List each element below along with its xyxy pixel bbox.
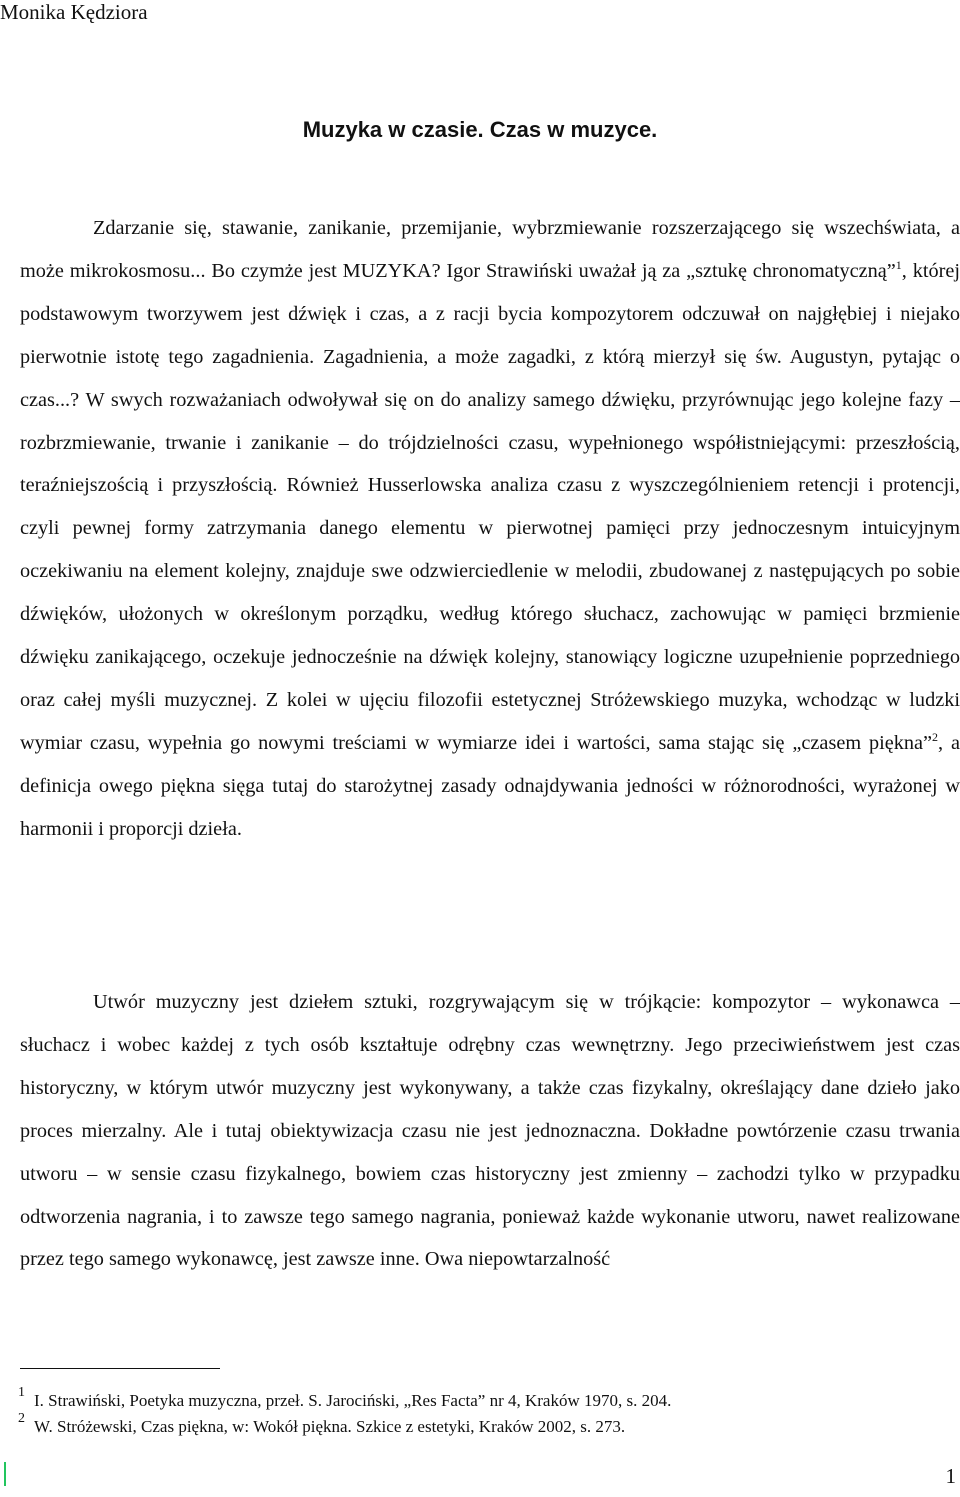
paragraph-1-part-3: , a definicja owego piękna sięga tutaj do starożytnej zasady odnajdywania jedności w różnorodności, wyrażonej w harmonii i proporcji dzieła. (20, 731, 960, 840)
footnote-ref-2[interactable]: 2 (932, 730, 939, 745)
paragraph-1-text (20, 207, 960, 851)
footnotes (18, 1385, 948, 1440)
text-cursor-marker (4, 1462, 6, 1486)
page-number: 1 (945, 1464, 956, 1488)
footnote-2-number: 2 (18, 1411, 25, 1426)
paragraph-1-part-1: Zdarzanie się, stawanie, zanikanie, przemijanie, wybrzmiewanie rozszerzającego się wszechświata, a może mikrokosmosu... Bo czymże jest MUZYKA? Igor Strawiński uważał ją za „sztukę chronomatyczną” (20, 217, 960, 282)
footnote-1-number: 1 (18, 1385, 25, 1400)
body-paragraph-1 (20, 207, 960, 851)
author-name: Monika Kędziora (0, 0, 148, 24)
body-paragraph-2 (20, 981, 960, 1281)
footnote-2-text: W. Stróżewski, Czas piękna, w: Wokół piękna. Szkice z estetyki, Kraków 2002, s. 273. (34, 1417, 626, 1436)
footnote-2 (18, 1411, 948, 1440)
footnote-1 (18, 1385, 948, 1414)
paragraph-2-text: Utwór muzyczny jest dziełem sztuki, rozgrywającym się w trójkącie: kompozytor – wykonawca – słuchacz i wobec każdej z tych osób kształtuje odrębny czas wewnętrzny. Jego przeciwieństwem jest czas historyczny, w którym utwór muzyczny jest wykonywany, a także czas fizykalny, określający dane dzieło jako proces mierzalny. Ale i tutaj obiektywizacja czasu nie jest jednoznaczna. Dokładne powtórzenie czasu trwania utworu – w sensie czasu fizykalnego, bowiem czas historyczny jest zmienny – zachodzi tylko w przypadku odtworzenia nagrania, i to zawsze tego samego nagrania, ponieważ każde wykonanie utworu, nawet realizowane przez tego samego wykonawcę, jest zawsze inne. Owa niepowtarzalność (20, 991, 960, 1271)
footnote-ref-1[interactable]: 1 (895, 258, 902, 273)
paragraph-1-part-2: , której podstawowym tworzywem jest dźwięk i czas, a z racji bycia kompozytorem odczuwał on najgłębiej i niejako pierwotnie istotę tego zagadnienia. Zagadnienia, a może zagadki, z którą mierzył się św. Augustyn, pytając o czas...? W swych rozważaniach odwoływał się on do analizy samego dźwięku, przyrównując jego kolejne fazy – rozbrzmiewanie, trwanie i zanikanie – do trójdzielności czasu, wypełnionego współistniejącymi: przeszłością, teraźniejszością i przyszłością. Również Husserlowska analiza czasu z wyszczególnieniem retencji i protencji, czyli pewnej formy zatrzymania danego elementu w pierwotnej pamięci przy jednoczesnym intuicyjnym oczekiwaniu na element kolejny, znajduje swe odzwierciedlenie w melodii, zbudowanej z następujących po sobie dźwięków, ułożonych w określonym porządku, według którego słuchacz, zachowując w pamięci brzmienie dźwięku zanikającego, oczekuje jednocześnie na dźwięk kolejny, stanowiący logiczne uzupełnienie poprzedniego oraz całej myśli muzycznej. Z kolei w ujęciu filozofii estetycznej Stróżewskiego muzyka, wchodząc w ludzki wymiar czasu, wypełnia go nowymi treściami w wymiarze idei i wartości, sama stając się „czasem piękna” (20, 259, 960, 754)
footnote-1-text: I. Strawiński, Poetyka muzyczna, przeł. S. Jarociński, „Res Facta” nr 4, Kraków 1970, s. 204. (34, 1391, 672, 1410)
document-title: Muzyka w czasie. Czas w muzyce. (302, 117, 658, 142)
footnote-separator (20, 1368, 220, 1369)
